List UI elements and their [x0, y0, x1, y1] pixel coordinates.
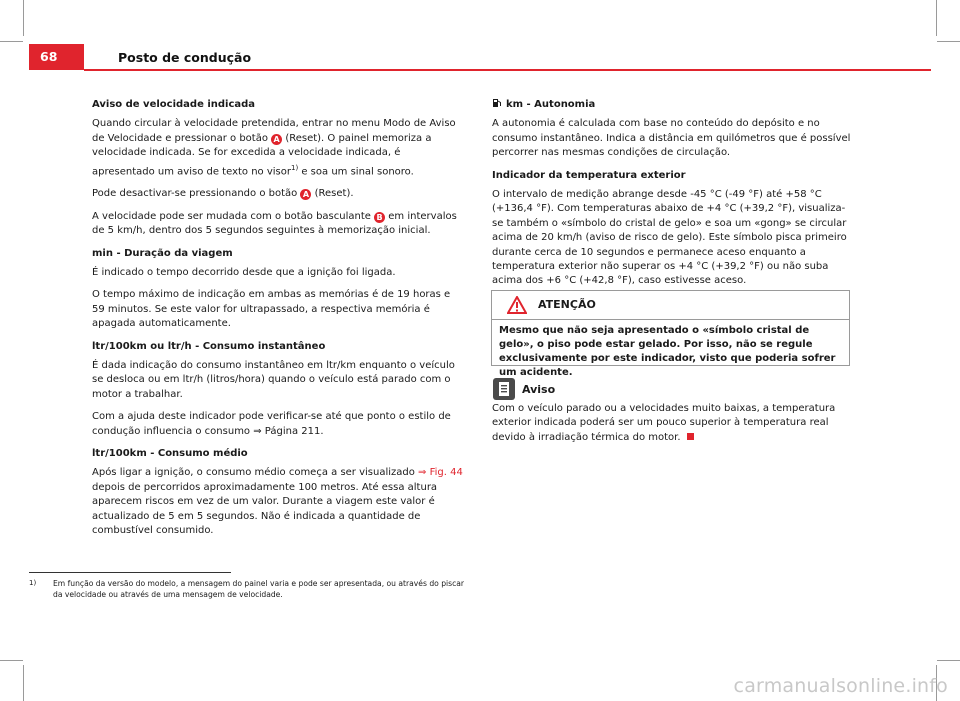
text-run: A velocidade pode ser mudada com o botão basculante [92, 210, 375, 222]
body-paragraph [492, 117, 852, 160]
text-run: A autonomia é calculada com base no conteúdo do depósito e no consumo instantâneo. Indica a distância em quilómetros que é possível percorrer nas mesmas condições de circulação. [492, 118, 851, 159]
text-run: Pode desactivar-se pressionando o botão [92, 188, 301, 200]
warning-header [492, 291, 849, 320]
text-run: O intervalo de medição abrange desde -45 °C (-49 °F) até +58 °C (+136,4 °F). Com temperaturas abaixo de +4 °C (+39,2 °F), visualiza-se também o «símbolo do cristal de gelo» e soa um «gong» se circular acima de 20 km/h (aviso de risco de gelo). Este símbolo pisca primeiro durante cerca de 10 segundos e permanece aceso enquanto a temperatura exterior não superar os +4 °C (+39,2 °F) ou não suba acima dos +6 °C (+42,8 °F), caso estivesse aceso. [492, 189, 847, 287]
body-paragraph [92, 210, 464, 239]
section-heading-text: ltr/100km ou ltr/h - Consumo instantâneo [92, 340, 326, 352]
section-heading-text: min - Duração da viagem [92, 247, 233, 259]
warning-title: ATENÇÃO [538, 298, 596, 311]
body-paragraph [92, 466, 464, 538]
body-paragraph [92, 288, 464, 331]
section-heading-text: km - Autonomia [506, 99, 596, 110]
crop-mark [23, 665, 24, 701]
text-run: É indicado o tempo decorrido desde que a ignição foi ligada. [92, 266, 396, 278]
section-heading-text: Aviso de velocidade indicada [92, 99, 256, 110]
page-number: 68 [40, 49, 58, 64]
footnote-rule [29, 572, 231, 573]
body-paragraph [92, 359, 464, 402]
text-run: em intervalos de 5 km/h, dentro dos 5 segundos seguintes à memorização inicial. [92, 210, 457, 237]
crop-mark [0, 41, 23, 42]
section-heading [92, 98, 464, 112]
watermark: carmanualsonline.info [733, 675, 948, 697]
section-heading [492, 169, 852, 183]
callout-badge: A [300, 189, 311, 200]
warning-box [491, 290, 850, 378]
section-heading [92, 447, 464, 461]
crop-mark [937, 41, 960, 42]
text-run: Após ligar a ignição, o consumo médio começa a ser visualizado [92, 467, 419, 479]
footnote [29, 578, 469, 600]
text-run: (Reset). O painel memoriza a velocidade indicada. Se for excedida a velocidade indicada, é apresentado um aviso de texto no visor [92, 132, 432, 177]
body-paragraph [92, 266, 464, 280]
callout-badge: A [271, 134, 282, 145]
note-text: Com o veículo parado ou a velocidades muito baixas, a temperatura exterior indicada poderá ser um pouco superior à temperatura real devido à irradiação térmica do motor. [492, 403, 836, 443]
left-column [92, 98, 464, 546]
text-run: Quando circular à velocidade pretendida, entrar no menu Modo de Aviso de Velocidade e pressionar o botão [92, 118, 456, 144]
footnote-text: Em função da versão do modelo, a mensagem do painel varia e pode ser apresentada, ou através do piscar da velocidade ou através de uma mensagem de velocidade. [53, 579, 465, 599]
section-heading [492, 98, 852, 112]
crop-mark [937, 660, 960, 661]
figure-link[interactable]: ⇒ Fig. 44 [418, 467, 463, 479]
text-run: É dada indicação do consumo instantâneo em ltr/km enquanto o veículo se desloca ou em ltr/h (litros/hora) quando o veículo está parado com o motor a trabalhar. [92, 360, 455, 400]
note-body [492, 402, 852, 445]
text-run: (Reset). [311, 188, 354, 200]
footnote-marker: 1) [29, 579, 37, 587]
crop-mark [936, 0, 937, 36]
body-paragraph [492, 188, 852, 289]
footnote-ref: 1) [290, 163, 299, 172]
warning-triangle-icon [507, 296, 527, 314]
body-paragraph [92, 117, 464, 179]
right-column [492, 98, 852, 297]
text-run: depois de percorridos aproximadamente 100 metros. Até essa altura aparecem riscos em vez de um valor. Durante a viagem este valor é actualizado de 5 em 5 segundos. Não é indicada a quantidade de combustível consumido. [92, 481, 438, 537]
header-rule [84, 69, 931, 71]
end-of-section-marker [687, 433, 694, 440]
crop-mark [23, 0, 24, 36]
section-heading-text: ltr/100km - Consumo médio [92, 448, 248, 460]
section-title: Posto de condução [118, 50, 252, 65]
text-run: O tempo máximo de indicação em ambas as memórias é de 19 horas e 59 minutos. Se este valor for ultrapassado, a respectiva memória é apagada automaticamente. [92, 289, 451, 330]
warning-text: Mesmo que não seja apresentado o «símbolo cristal de gelo», o piso pode estar gelado. Por isso, não se regule exclusivamente por este indicador, visto que poderia sofrer um acidente. [499, 325, 836, 378]
body-paragraph [92, 187, 464, 201]
callout-badge: B [374, 212, 385, 223]
text-run: Com a ajuda deste indicador pode verificar-se até que ponto o estilo de condução influencia o consumo ⇒ Página 211. [92, 411, 451, 437]
note-title: Aviso [522, 383, 556, 396]
body-paragraph [92, 410, 464, 439]
text-run: e soa um sinal sonoro. [298, 165, 414, 177]
section-heading [92, 247, 464, 261]
section-heading-text: Indicador da temperatura exterior [492, 169, 686, 181]
info-note-icon [493, 378, 515, 400]
crop-mark [0, 660, 23, 661]
section-heading [92, 340, 464, 354]
fuel-pump-icon [492, 98, 502, 108]
